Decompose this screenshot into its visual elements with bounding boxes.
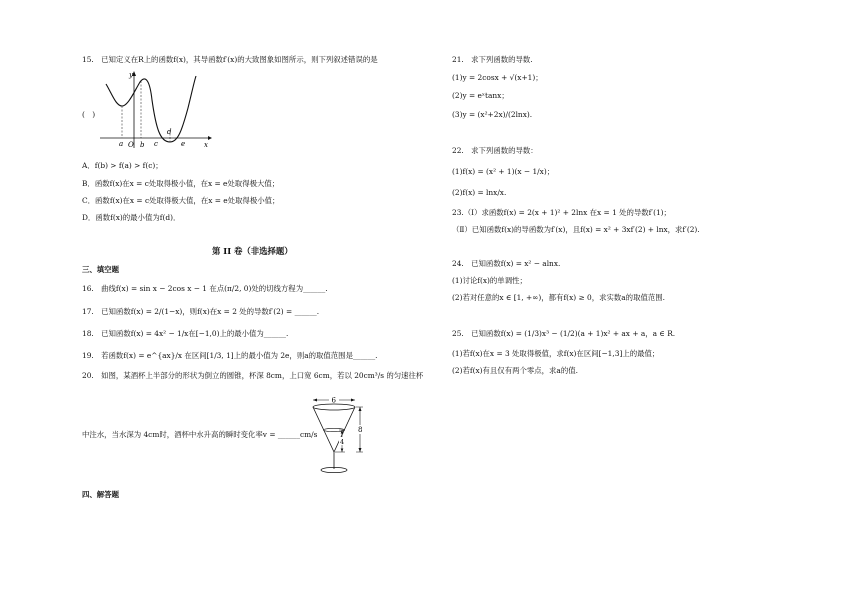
label-y: y [129, 71, 133, 79]
q18: 18. 已知函数f(x) = 4x² − 1/x在[−1,0)上的最小值为______. [82, 329, 289, 338]
q25-item-2: (2)若f(x)有且仅有两个零点，求a的值. [452, 366, 578, 375]
q20-line2: 中注水，当水深为 4cm时，酒杯中水升高的瞬时变化率v = ______cm/s [82, 430, 318, 439]
q17: 17. 已知函数f(x) = 2/(1−x)，则f(x)在x = 2 处的导数f′(2) = ______. [82, 307, 320, 316]
q20-line1: 20. 如图，某酒杯上半部分的形状为倒立的圆锥，杯深 8cm，上口宽 6cm，若以 20cm³/s 的匀速往杯 [82, 371, 424, 380]
q24-item-1: (1)讨论f(x)的单调性； [452, 276, 527, 285]
q15-stem: 15. 已知定义在R上的函数f(x)，其导函数f′(x)的大致图象如图所示，则下列叙述错误的是 [82, 55, 378, 64]
label-O: O [128, 141, 134, 149]
dim-top: 6 [331, 396, 336, 405]
label-d: d [167, 128, 172, 136]
q21-item-2: (2)y = eˣtanx； [452, 91, 509, 100]
q24-stem: 24. 已知函数f(x) = x² − alnx. [452, 259, 561, 268]
q22-stem: 22. 求下列函数的导数： [452, 146, 538, 155]
part2-title: 第 II 卷（非选择题） [212, 246, 293, 256]
label-x: x [204, 141, 208, 149]
q22-item-2: (2)f(x) = lnx/x. [452, 188, 507, 197]
dim-water: 4 [340, 438, 345, 446]
q15-option-c: C．函数f(x)在x = c处取得极大值，在x = e处取得极小值； [82, 196, 280, 205]
q16: 16. 曲线f(x) = sin x − 2cos x − 1 在点(π/2, 0)处的切线方程为______. [82, 284, 328, 293]
q15-option-d: D．函数f(x)的最小值为f(d)． [82, 213, 181, 222]
q24-item-2: (2)若对任意的x ∈ [1, +∞)，都有f(x) ≥ 0，求实数a的取值范围. [452, 293, 665, 302]
q21-item-1: (1)y = 2cosx + √(x+1)； [452, 73, 543, 82]
q22-item-1: (1)f(x) = (x² + 1)(x − 1/x)； [452, 167, 555, 176]
derivative-curve [106, 76, 196, 142]
q23-line2: （Ⅱ）已知函数f(x)的导函数为f′(x)，且f(x) = x² + 3xf′(2) + lnx，求f′(2). [452, 225, 700, 234]
section-answer: 四、解答题 [82, 490, 119, 499]
label-a: a [119, 140, 124, 148]
q15-derivative-graph [96, 70, 216, 150]
q21-item-3: (3)y = (x²+2x)/(2lnx). [452, 110, 533, 119]
q25-stem: 25. 已知函数f(x) = (1/3)x³ − (1/2)(a + 1)x² + ax + a，a ∈ R. [452, 329, 676, 338]
section-fill-in: 三、填空题 [82, 265, 119, 274]
label-c: c [154, 140, 158, 148]
label-e: e [181, 140, 186, 148]
q21-stem: 21. 求下列函数的导数. [452, 55, 533, 64]
q15-option-a: A．f(b) > f(a) > f(c)； [82, 161, 163, 170]
q23-line1: 23.（Ⅰ）求函数f(x) = 2(x + 1)² + 2lnx 在x = 1 处的导数f′(1)； [452, 208, 671, 217]
dim-depth: 8 [358, 426, 363, 434]
cup-rim [313, 404, 355, 410]
q15-paren: ( ) [82, 110, 96, 119]
q15-option-b: B．函数f(x)在x = c处取得极小值，在x = e处取得极大值； [82, 179, 280, 188]
label-b: b [140, 141, 145, 149]
q25-item-1: (1)若f(x)在x = 3 处取得极值，求f(x)在区间[−1,3]上的最值； [452, 349, 660, 358]
x-axis-arrow [208, 136, 212, 140]
q19: 19. 若函数f(x) = e^{ax}/x 在区间[1/3, 1]上的最小值为 2e，则a的取值范围是______. [82, 351, 378, 360]
